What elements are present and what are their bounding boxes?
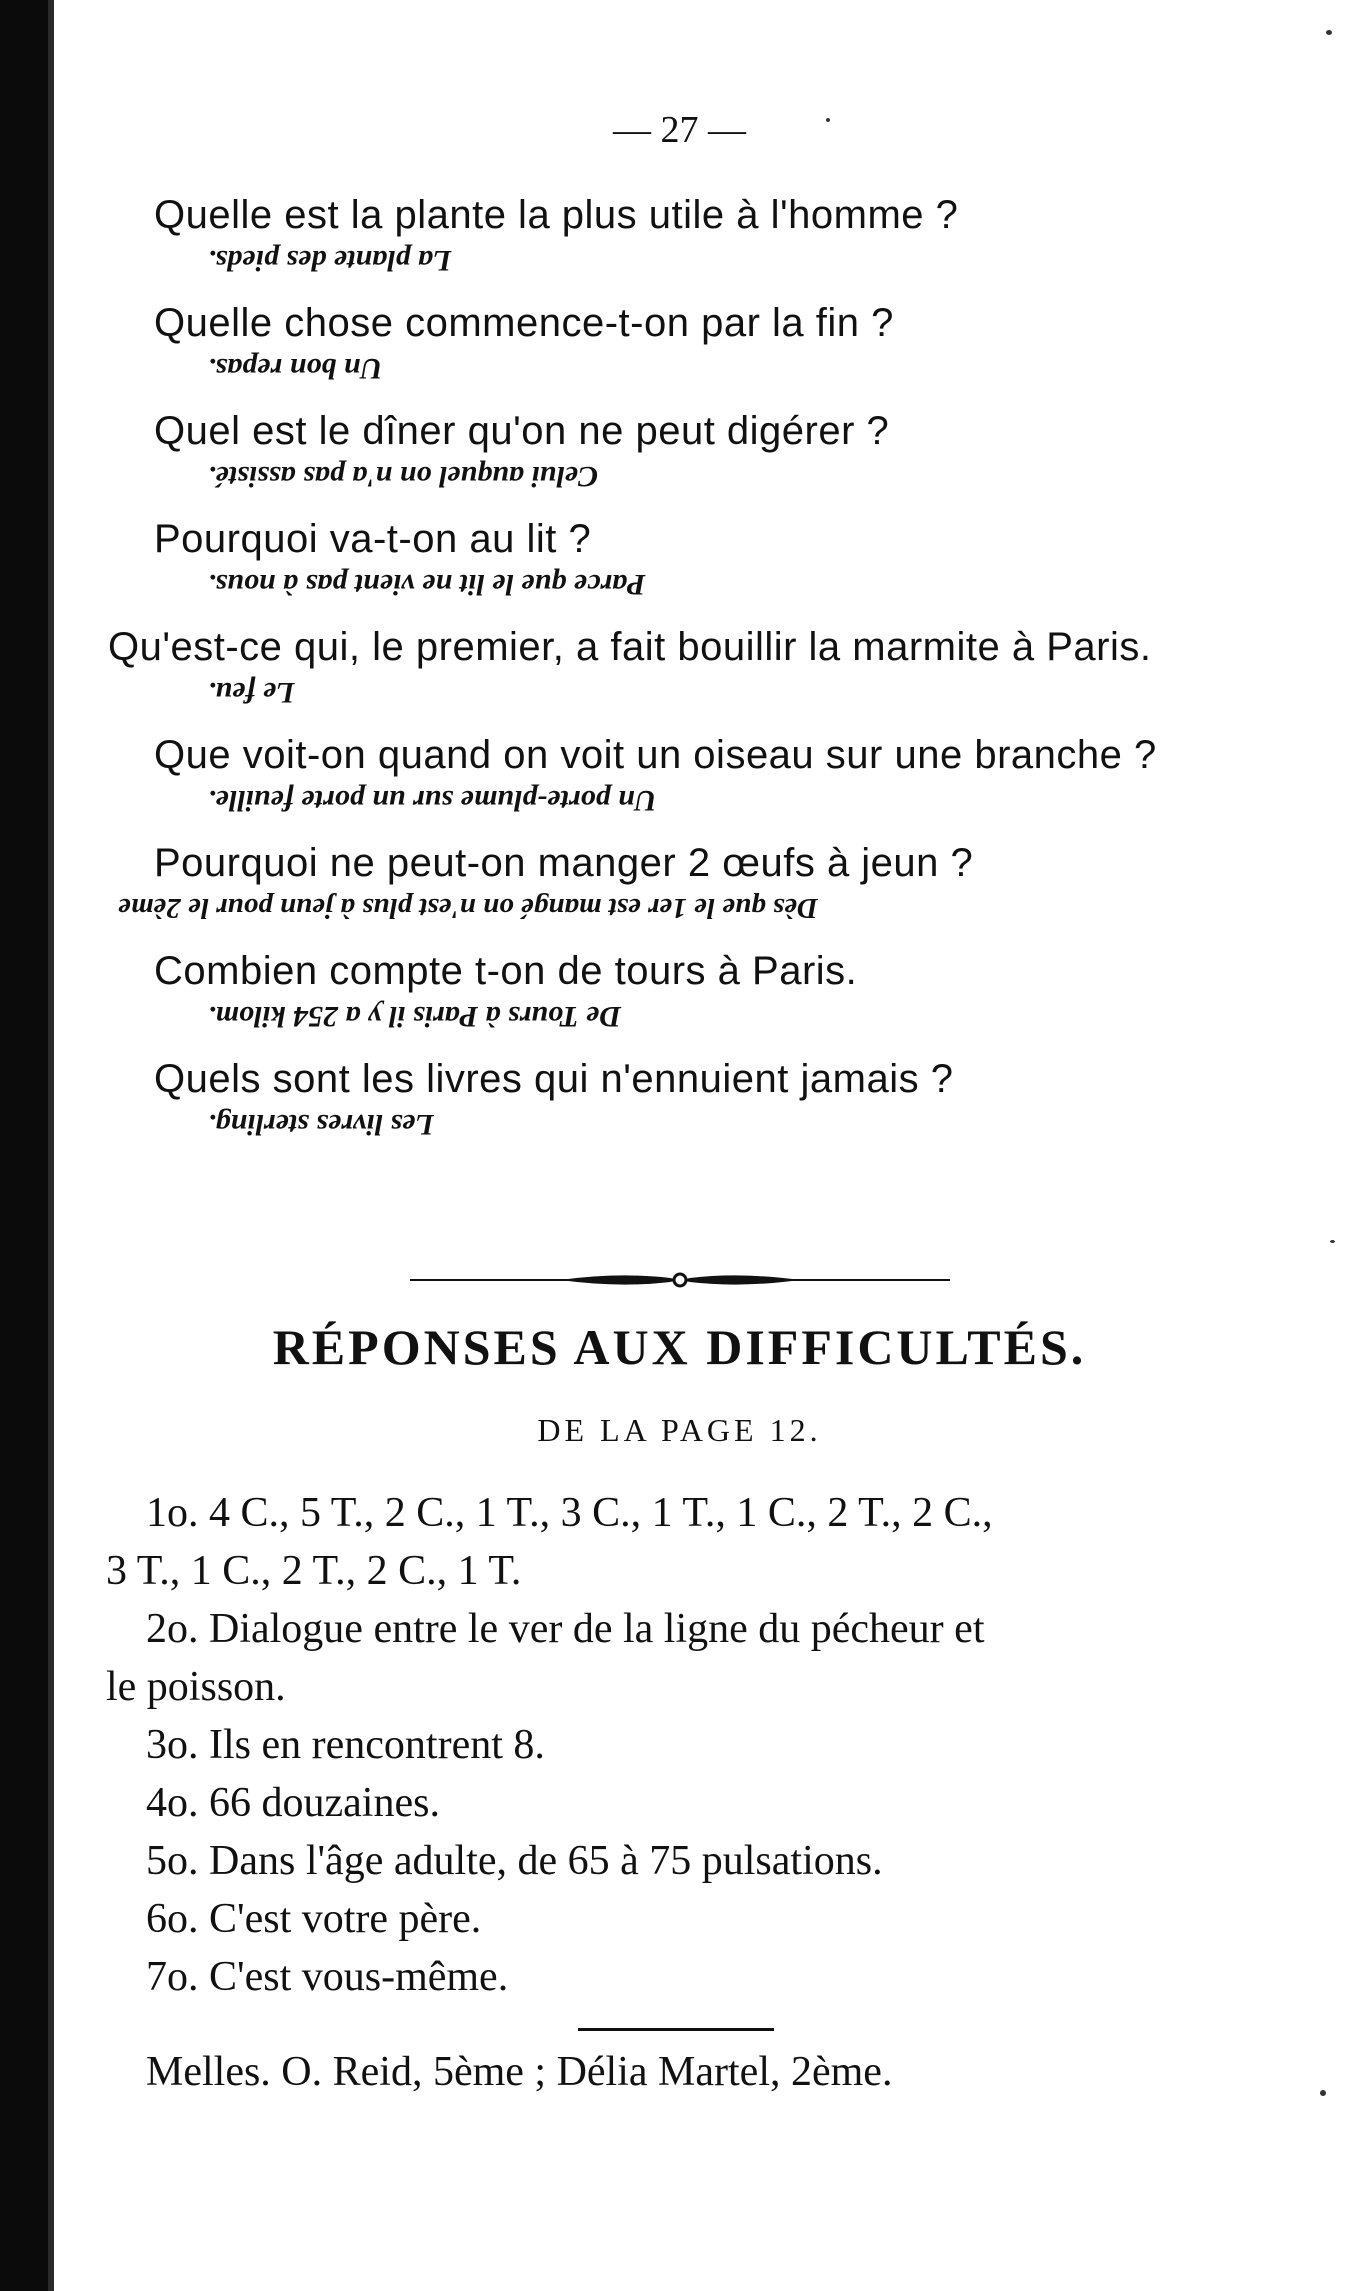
answer-line: 5o. Dans l'âge adulte, de 65 à 75 pulsations.	[146, 1838, 883, 1884]
riddle-answer-upside-down: Le feu.	[208, 676, 295, 709]
riddle-question: Pourquoi va-t-on au lit ?	[154, 517, 592, 561]
riddle-answer-upside-down: Un bon repas.	[208, 352, 383, 385]
riddle-item	[108, 190, 1268, 280]
answers-list	[106, 1484, 1266, 2006]
print-speck	[1326, 30, 1332, 35]
riddle-list	[108, 190, 1268, 1162]
riddle-answer-upside-down: Un porte-plume sur un porte feuille.	[208, 784, 657, 817]
riddle-item	[108, 1054, 1268, 1144]
ornamental-rule	[410, 1268, 950, 1292]
riddle-question: Quelle est la plante la plus utile à l'homme ?	[154, 193, 959, 237]
riddle-question: Combien compte t-on de tours à Paris.	[154, 949, 858, 993]
answer-line: 4o. 66 douzaines.	[146, 1780, 440, 1826]
answer-line: 6o. C'est votre père.	[146, 1896, 482, 1942]
credits-line: Melles. O. Reid, 5ème ; Délia Martel, 2ème.	[146, 2049, 893, 2095]
answer-line: 2o. Dialogue entre le ver de la ligne du pécheur et	[146, 1606, 985, 1652]
riddle-answer-upside-down: Les livres sterling.	[208, 1108, 434, 1141]
answer-line: 3o. Ils en rencontrent 8.	[146, 1722, 545, 1768]
answer-line-continued: le poisson.	[106, 1664, 286, 1710]
riddle-item	[108, 946, 1268, 1036]
riddle-item	[108, 730, 1268, 820]
riddle-answer-upside-down: Celui auquel on n'a pas assisté.	[208, 460, 599, 493]
section-subheading: DE LA PAGE 12.	[537, 1412, 822, 1448]
riddle-item	[108, 298, 1268, 388]
print-speck	[1330, 1240, 1335, 1243]
section-heading: RÉPONSES AUX DIFFICULTÉS.	[272, 1319, 1087, 1375]
answer-item	[106, 1600, 1266, 1716]
riddle-answer-upside-down: Parce que le lit ne vient pas à nous.	[208, 568, 646, 601]
answer-line: 1o. 4 C., 5 T., 2 C., 1 T., 3 C., 1 T., 1 C., 2 T., 2 C.,	[146, 1490, 993, 1536]
answer-line: 7o. C'est vous-même.	[146, 1954, 509, 2000]
riddle-question: Pourquoi ne peut-on manger 2 œufs à jeun ?	[154, 841, 974, 885]
riddle-item	[108, 514, 1268, 604]
riddle-item	[108, 622, 1268, 712]
riddle-question: Quelle chose commence-t-on par la fin ?	[154, 301, 894, 345]
binding-edge	[0, 0, 54, 2291]
answer-line-continued: 3 T., 1 C., 2 T., 2 C., 1 T.	[106, 1548, 522, 1594]
answer-item	[106, 1484, 1266, 1600]
divider	[578, 2028, 774, 2031]
riddle-question: Quel est le dîner qu'on ne peut digérer ?	[154, 409, 890, 453]
riddle-question: Que voit-on quand on voit un oiseau sur une branche ?	[154, 733, 1157, 777]
riddle-question: Quels sont les livres qui n'ennuient jamais ?	[154, 1057, 954, 1101]
riddle-question: Qu'est-ce qui, le premier, a fait bouillir la marmite à Paris.	[108, 625, 1152, 669]
page-number: — 27 —	[613, 109, 746, 151]
riddle-item	[108, 406, 1268, 496]
riddle-answer-upside-down: De Tours à Paris il y a 254 kilom.	[208, 1000, 622, 1033]
riddle-item	[108, 838, 1268, 928]
riddle-answer-upside-down: Dès que le 1er est mangé on n'est plus à jeun pour le 2ème	[118, 892, 819, 924]
riddle-answer-upside-down: La plante des pieds.	[208, 244, 452, 277]
print-speck	[1320, 2090, 1326, 2096]
